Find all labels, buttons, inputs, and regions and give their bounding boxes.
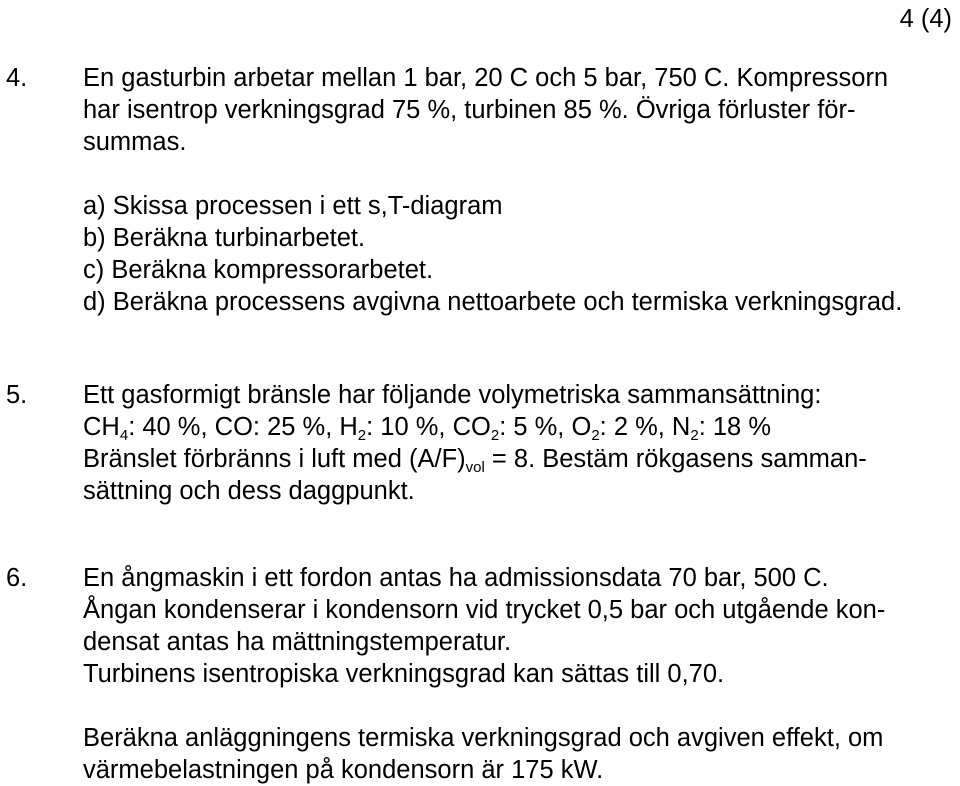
text-line: har isentrop verkningsgrad 75 %, turbinen 85 %. Övriga förluster för- (83, 96, 856, 124)
subscript: 2 (591, 427, 600, 444)
composition-line: $CH_4$: 40 %, CO: 25 %, $H_2$: 10 %, $CO_2$: 5 %, $O_2$: 2 %, $N_2$: 18 % (83, 413, 771, 444)
subscript: 2 (357, 427, 367, 444)
page-number: 4 (4) (899, 5, 952, 33)
subscript: 2 (490, 427, 500, 444)
problem-text (83, 62, 953, 318)
text-line: Ett gasformigt bränsle har följande volymetriska sammansättning: (83, 381, 822, 409)
text-line: Bränslet förbränns i luft med $(A/F)_{vol} = 8$. Bestäm rökgasens samman- (83, 445, 867, 476)
problem-number: 5. (6, 381, 28, 409)
problem-number: 6. (6, 564, 28, 592)
text-line: sättning och dess daggpunkt. (83, 477, 415, 505)
subscript: 2 (690, 427, 699, 444)
problem-number: 4. (6, 64, 28, 92)
text-line: Beräkna anläggningens termiska verkningsgrad och avgiven effekt, om (83, 724, 884, 752)
subscript: vol (465, 459, 485, 476)
text-line: En ångmaskin i ett fordon antas ha admissionsdata 70 bar, 500 C. (83, 564, 829, 592)
problem-text (83, 562, 953, 786)
text-line: Ångan kondenserar i kondensorn vid trycket 0,5 bar och utgående kon- (83, 596, 886, 624)
task-b: b) Beräkna turbinarbetet. (83, 224, 366, 252)
task-c: c) Beräkna kompressorarbetet. (83, 256, 434, 284)
text-line: summas. (83, 128, 187, 156)
text-line: densat antas ha mättningstemperatur. (83, 628, 512, 656)
text-line: värmebelastningen på kondensorn är 175 kW. (83, 756, 604, 784)
problem-text (83, 379, 953, 507)
text-line: Turbinens isentropiska verkningsgrad kan sättas till 0,70. (83, 660, 725, 688)
text-line: En gasturbin arbetar mellan 1 bar, 20 C och 5 bar, 750 C. Kompressorn (83, 64, 889, 92)
subscript: 4 (119, 427, 129, 444)
task-a: a) Skissa processen i ett s,T-diagram (83, 192, 503, 220)
task-d: d) Beräkna processens avgivna nettoarbete och termiska verkningsgrad. (83, 288, 903, 316)
